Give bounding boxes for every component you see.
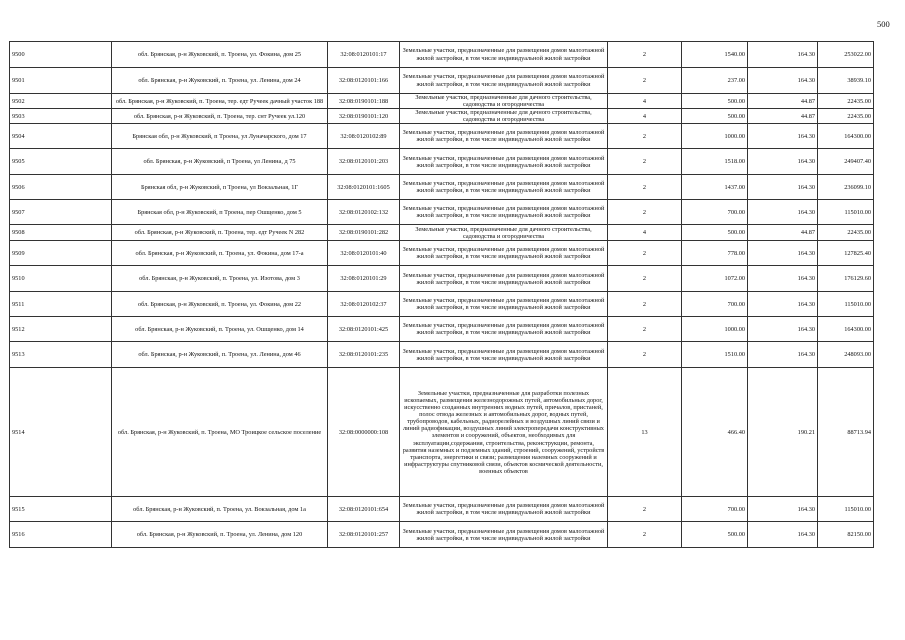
- cadastral-value-cell: 115010.00: [818, 200, 874, 225]
- cadastral-number-cell: 32:08:0120101:29: [328, 266, 400, 292]
- table-row: [10, 109, 874, 124]
- area-cell: 500.00: [682, 94, 748, 109]
- table-row: [10, 317, 874, 342]
- zone-cell: 2: [608, 342, 682, 368]
- cadastral-value-cell: 127825.40: [818, 241, 874, 266]
- address-cell: обл. Брянская, р-н Жуковский, п. Троена, ул. Изотова, дом 3: [112, 266, 328, 292]
- area-cell: 237.00: [682, 68, 748, 94]
- rate-cell: 164.30: [748, 497, 818, 522]
- cadastral-value-cell: 88713.94: [818, 368, 874, 497]
- zone-cell: 2: [608, 149, 682, 175]
- zone-cell: 2: [608, 292, 682, 317]
- area-cell: 466.40: [682, 368, 748, 497]
- area-cell: 700.00: [682, 200, 748, 225]
- cadastral-value-cell: 82150.00: [818, 522, 874, 548]
- zone-cell: 4: [608, 109, 682, 124]
- address-cell: обл. Брянская, р-н Жуковский, п. Троена, ул. Вокзальная, дом 1а: [112, 497, 328, 522]
- land-use-cell: Земельные участки, предназначенные для размещения домов малоэтажной жилой застройки, в том числе индивидуальной жилой застройки: [400, 522, 608, 548]
- rate-cell: 44.87: [748, 109, 818, 124]
- zone-cell: 4: [608, 225, 682, 241]
- address-cell: обл. Брянская, р-н Жуковский, п. Троена, тер. снт Ручеек ул.120: [112, 109, 328, 124]
- cadastral-number-cell: 32:08:0120101:203: [328, 149, 400, 175]
- rate-cell: 44.87: [748, 94, 818, 109]
- land-use-cell: Земельные участки, предназначенные для размещения домов малоэтажной жилой застройки, в том числе индивидуальной жилой застройки: [400, 342, 608, 368]
- table-row: [10, 68, 874, 94]
- land-use-cell: Земельные участки, предназначенные для размещения домов малоэтажной жилой застройки, в том числе индивидуальной жилой застройки: [400, 241, 608, 266]
- table-row: [10, 124, 874, 149]
- table-row: [10, 149, 874, 175]
- address-cell: обл. Брянская, р-н Жуковский, п. Троена, ул. Ленина, дом 46: [112, 342, 328, 368]
- land-use-cell: Земельные участки, предназначенные для размещения домов малоэтажной жилой застройки, в том числе индивидуальной жилой застройки: [400, 292, 608, 317]
- cadastral-number-cell: 32:08:0190101:282: [328, 225, 400, 241]
- table-row: [10, 266, 874, 292]
- row-number: 9512: [10, 317, 112, 342]
- zone-cell: 2: [608, 266, 682, 292]
- address-cell: обл. Брянская, р-н Жуковский, п. Троена, тер. едт Ручеек N 282: [112, 225, 328, 241]
- rate-cell: 164.30: [748, 342, 818, 368]
- land-use-cell: Земельные участки, предназначенные для дачного строительства, садоводства и огородничества: [400, 109, 608, 124]
- zone-cell: 4: [608, 94, 682, 109]
- land-use-cell: Земельные участки, предназначенные для размещения домов малоэтажной жилой застройки, в том числе индивидуальной жилой застройки: [400, 200, 608, 225]
- cadastral-number-cell: 32:08:0120101:235: [328, 342, 400, 368]
- row-number: 9504: [10, 124, 112, 149]
- land-use-cell: Земельные участки, предназначенные для дачного строительства, садоводства и огородничества: [400, 225, 608, 241]
- row-number: 9505: [10, 149, 112, 175]
- land-use-cell: Земельные участки, предназначенные для разработки полезных ископаемых, размещения железнодорожных путей, автомобильных дорог, искусственно созданных внутренних водных путей, причалов, пристаней, полос отвода железных и автомобильных дорог, водных путей, трубопроводов, кабельных, радиорелейных и воздушных линий связи и линий радиофикации, воздушных линий электропередачи конструктивных элементов и сооружений, объектов, необходимых для эксплуатации,содержания, строительства, реконструкции, ремонта, развития наземных и подземных зданий, строений, сооружений, устройств транспорта, энергетики и связи; размещения наземных сооружений и инфраструктуры спутниковой связи, объектов космической деятельности, военных объектов: [400, 368, 608, 497]
- zone-cell: 2: [608, 175, 682, 200]
- cadastral-number-cell: 32:08:0120101:257: [328, 522, 400, 548]
- zone-cell: 2: [608, 68, 682, 94]
- zone-cell: 2: [608, 241, 682, 266]
- zone-cell: 2: [608, 200, 682, 225]
- rate-cell: 164.30: [748, 292, 818, 317]
- rate-cell: 164.30: [748, 317, 818, 342]
- cadastral-value-cell: 22435.00: [818, 94, 874, 109]
- area-cell: 500.00: [682, 522, 748, 548]
- land-use-cell: Земельные участки, предназначенные для дачного строительства, садоводства и огородничества: [400, 94, 608, 109]
- address-cell: обл. Брянская, р-н Жуковский, п. Троена, ул. Фокина, дом 22: [112, 292, 328, 317]
- row-number: 9506: [10, 175, 112, 200]
- zone-cell: 2: [608, 124, 682, 149]
- cadastral-value-cell: 38939.10: [818, 68, 874, 94]
- rate-cell: 164.30: [748, 200, 818, 225]
- zone-cell: 2: [608, 522, 682, 548]
- address-cell: Брянская обл, р-н Жуковский, п Троена, ул Вокзальная, 1Г: [112, 175, 328, 200]
- cadastral-number-cell: 32:08:0120101:166: [328, 68, 400, 94]
- table-row: [10, 175, 874, 200]
- area-cell: 1540.00: [682, 42, 748, 68]
- cadastral-value-cell: 248093.00: [818, 342, 874, 368]
- cadastral-number-cell: 32:08:0120101:40: [328, 241, 400, 266]
- rate-cell: 164.30: [748, 149, 818, 175]
- area-cell: 500.00: [682, 109, 748, 124]
- cadastral-number-cell: 32:08:0000000:108: [328, 368, 400, 497]
- rate-cell: 164.30: [748, 241, 818, 266]
- table-row: [10, 368, 874, 497]
- table-row: [10, 42, 874, 68]
- land-use-cell: Земельные участки, предназначенные для размещения домов малоэтажной жилой застройки, в том числе индивидуальной жилой застройки: [400, 149, 608, 175]
- land-use-cell: Земельные участки, предназначенные для размещения домов малоэтажной жилой застройки, в том числе индивидуальной жилой застройки: [400, 175, 608, 200]
- row-number: 9511: [10, 292, 112, 317]
- table-row: [10, 292, 874, 317]
- row-number: 9510: [10, 266, 112, 292]
- cadastral-number-cell: 32:08:0120102:89: [328, 124, 400, 149]
- table-row: [10, 342, 874, 368]
- zone-cell: 2: [608, 317, 682, 342]
- rate-cell: 164.30: [748, 124, 818, 149]
- row-number: 9508: [10, 225, 112, 241]
- rate-cell: 190.21: [748, 368, 818, 497]
- cadastral-value-cell: 164300.00: [818, 317, 874, 342]
- table-row: [10, 200, 874, 225]
- row-number: 9514: [10, 368, 112, 497]
- row-number: 9507: [10, 200, 112, 225]
- rate-cell: 164.30: [748, 266, 818, 292]
- cadastral-number-cell: 32:08:0120101:425: [328, 317, 400, 342]
- land-use-cell: Земельные участки, предназначенные для размещения домов малоэтажной жилой застройки, в том числе индивидуальной жилой застройки: [400, 124, 608, 149]
- address-cell: обл. Брянская, р-н Жуковский, п. Троена, ул. Фокина, дом 17-а: [112, 241, 328, 266]
- cadastral-number-cell: 32:08:0120101:17: [328, 42, 400, 68]
- land-use-cell: Земельные участки, предназначенные для размещения домов малоэтажной жилой застройки, в том числе индивидуальной жилой застройки: [400, 317, 608, 342]
- address-cell: обл. Брянская, р-н Жуковский, п. Троена, тер. едт Ручеек дачный участок 188: [112, 94, 328, 109]
- row-number: 9500: [10, 42, 112, 68]
- cadastral-value-cell: 115010.00: [818, 292, 874, 317]
- row-number: 9502: [10, 94, 112, 109]
- cadastral-value-cell: 22435.00: [818, 109, 874, 124]
- address-cell: обл. Брянская, р-н Жуковский, п. Троена, МО Троицкое сельское поселение: [112, 368, 328, 497]
- table-row: [10, 225, 874, 241]
- row-number: 9501: [10, 68, 112, 94]
- address-cell: обл. Брянская, р-н Жуковский, п. Троена, ул. Ленина, дом 120: [112, 522, 328, 548]
- land-use-cell: Земельные участки, предназначенные для размещения домов малоэтажной жилой застройки, в том числе индивидуальной жилой застройки: [400, 68, 608, 94]
- address-cell: обл. Брянская, р-н Жуковский, п. Троена, ул. Фокина, дом 25: [112, 42, 328, 68]
- address-cell: обл. Брянская, р-н Жуковский, п. Троена, ул. Ошщенко, дом 14: [112, 317, 328, 342]
- address-cell: Брянская обл, р-н Жуковский, п Троена, ул Луначарского, дом 17: [112, 124, 328, 149]
- land-registry-table: [9, 41, 874, 548]
- rate-cell: 44.87: [748, 225, 818, 241]
- land-use-cell: Земельные участки, предназначенные для размещения домов малоэтажной жилой застройки, в том числе индивидуальной жилой застройки: [400, 497, 608, 522]
- address-cell: обл. Брянская, р-н Жуковский, п Троена, ул Ленина, д 75: [112, 149, 328, 175]
- area-cell: 500.00: [682, 225, 748, 241]
- rate-cell: 164.30: [748, 68, 818, 94]
- area-cell: 1000.00: [682, 317, 748, 342]
- area-cell: 1518.00: [682, 149, 748, 175]
- cadastral-value-cell: 115010.00: [818, 497, 874, 522]
- cadastral-number-cell: 32:08:0190101:120: [328, 109, 400, 124]
- row-number: 9509: [10, 241, 112, 266]
- cadastral-value-cell: 236099.10: [818, 175, 874, 200]
- area-cell: 1072.00: [682, 266, 748, 292]
- rate-cell: 164.30: [748, 522, 818, 548]
- cadastral-value-cell: 22435.00: [818, 225, 874, 241]
- area-cell: 1000.00: [682, 124, 748, 149]
- cadastral-value-cell: 176129.60: [818, 266, 874, 292]
- row-number: 9503: [10, 109, 112, 124]
- address-cell: Брянская обл, р-н Жуковский, п Троена, пер Ошщенко, дом 5: [112, 200, 328, 225]
- zone-cell: 2: [608, 42, 682, 68]
- area-cell: 1437.00: [682, 175, 748, 200]
- cadastral-value-cell: 164300.00: [818, 124, 874, 149]
- area-cell: 1510.00: [682, 342, 748, 368]
- area-cell: 700.00: [682, 292, 748, 317]
- land-use-cell: Земельные участки, предназначенные для размещения домов малоэтажной жилой застройки, в том числе индивидуальной жилой застройки: [400, 42, 608, 68]
- area-cell: 778.00: [682, 241, 748, 266]
- zone-cell: 2: [608, 497, 682, 522]
- zone-cell: 13: [608, 368, 682, 497]
- cadastral-number-cell: 32:08:0120101:654: [328, 497, 400, 522]
- row-number: 9515: [10, 497, 112, 522]
- cadastral-value-cell: 253022.00: [818, 42, 874, 68]
- table-row: [10, 497, 874, 522]
- cadastral-value-cell: 249407.40: [818, 149, 874, 175]
- cadastral-number-cell: 32:08:0120102:132: [328, 200, 400, 225]
- row-number: 9516: [10, 522, 112, 548]
- table-row: [10, 241, 874, 266]
- rate-cell: 164.30: [748, 42, 818, 68]
- area-cell: 700.00: [682, 497, 748, 522]
- cadastral-number-cell: 32:08:0120102:37: [328, 292, 400, 317]
- land-use-cell: Земельные участки, предназначенные для размещения домов малоэтажной жилой застройки, в том числе индивидуальной жилой застройки: [400, 266, 608, 292]
- table-row: [10, 94, 874, 109]
- page-number: 500: [877, 19, 890, 29]
- table-row: [10, 522, 874, 548]
- address-cell: обл. Брянская, р-н Жуковский, п. Троена, ул. Ленина, дом 24: [112, 68, 328, 94]
- row-number: 9513: [10, 342, 112, 368]
- cadastral-number-cell: 32:08:0120101:1605: [328, 175, 400, 200]
- cadastral-number-cell: 32:08:0190101:188: [328, 94, 400, 109]
- rate-cell: 164.30: [748, 175, 818, 200]
